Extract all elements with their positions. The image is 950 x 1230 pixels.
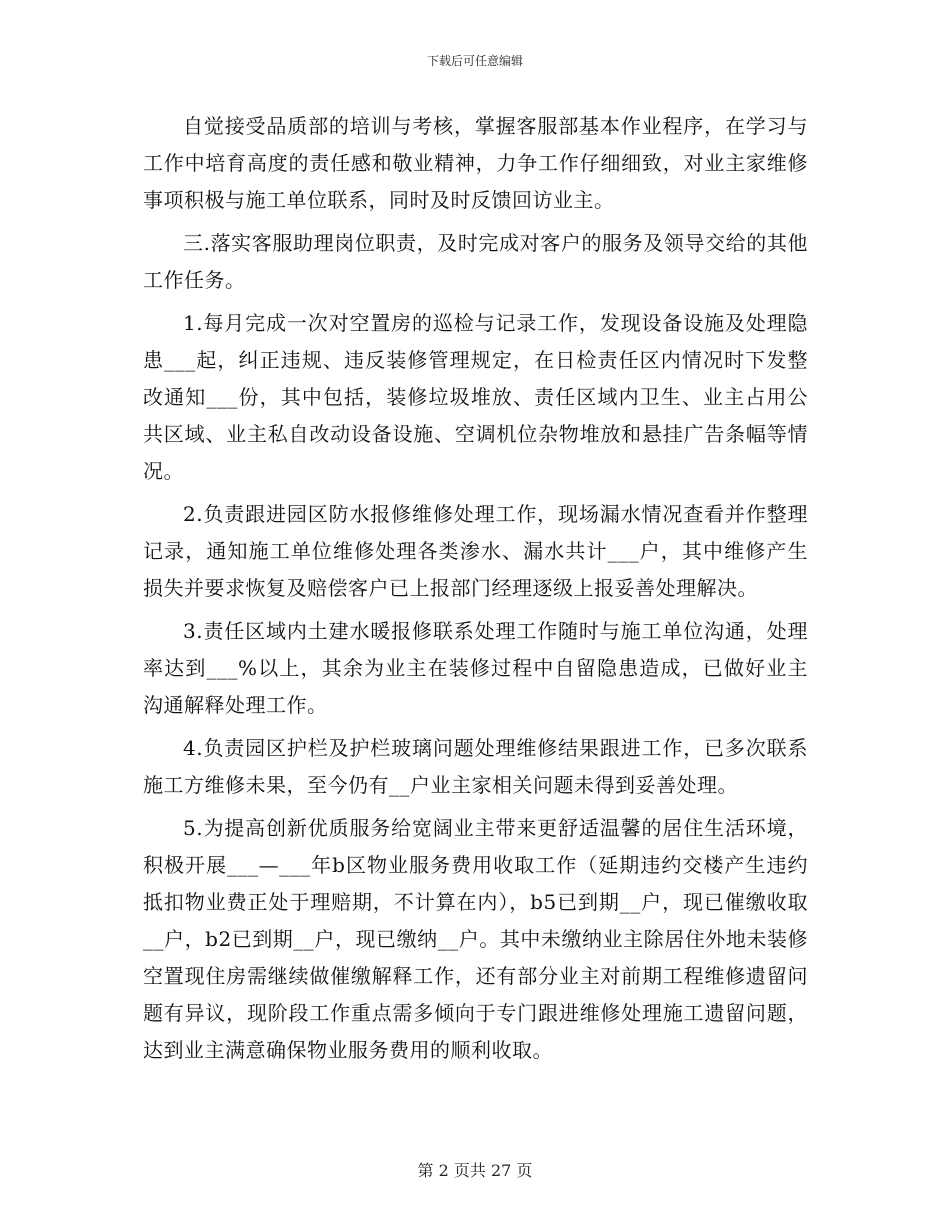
paragraph-item-4: 4.负责园区护栏及护栏玻璃问题处理维修结果跟进工作，已多次联系施工方维修未果，至今仍有__户业主家相关问题未得到妥善处理。 [143, 736, 808, 797]
paragraph-item-3: 3.责任区域内土建水暖报修联系处理工作随时与施工单位沟通，处理率达到___%以上，其余为业主在装修过程中自留隐患造成，已做好业主沟通解释处理工作。 [143, 619, 808, 717]
paragraph-item-2: 2.负责跟进园区防水报修维修处理工作，现场漏水情况查看并作整理记录，通知施工单位维修处理各类渗水、漏水共计___户，其中维修产生损失并要求恢复及赔偿客户已上报部门经理逐级上报妥善处理解决。 [143, 502, 808, 600]
paragraph-item-5: 5.为提高创新优质服务给宽阔业主带来更舒适温馨的居住生活环境，积极开展___—___年b区物业服务费用收取工作（延期违约交楼产生违约抵扣物业费正处于理赔期，不计算在内），b5已到期__户，现已催缴收取__户，b2已到期__户，现已缴纳__户。其中未缴纳业主除居住外地未装修空置现住房需继续做催缴解释工作，还有部分业主对前期工程维修遗留问题有异议，现阶段工作重点需多倾向于专门跟进维修处理施工遗留问题，达到业主满意确保物业服务费用的顺利收取。 [143, 816, 808, 1062]
page-footer: 第 2 页共 27 页 [417, 1161, 533, 1180]
paragraph-intro: 自觉接受品质部的培训与考核，掌握客服部基本作业程序，在学习与工作中培育高度的责任感和敬业精神，力争工作仔细细致，对业主家维修事项积极与施工单位联系，同时及时反馈回访业主。 [143, 114, 808, 212]
document-body [143, 108, 808, 1075]
paragraph-item-1: 1.每月完成一次对空置房的巡检与记录工作，发现设备设施及处理隐患___起，纠正违规、违反装修管理规定，在日检责任区内情况时下发整改通知___份，其中包括，装修垃圾堆放、责任区域内卫生、业主占用公共区域、业主私自改动设备设施、空调机位杂物堆放和悬挂广告条幅等情况。 [143, 311, 808, 483]
paragraph-section-3: 三.落实客服助理岗位职责，及时完成对客户的服务及领导交给的其他工作任务。 [143, 231, 808, 292]
page-header: 下载后可任意编辑 [426, 54, 523, 68]
